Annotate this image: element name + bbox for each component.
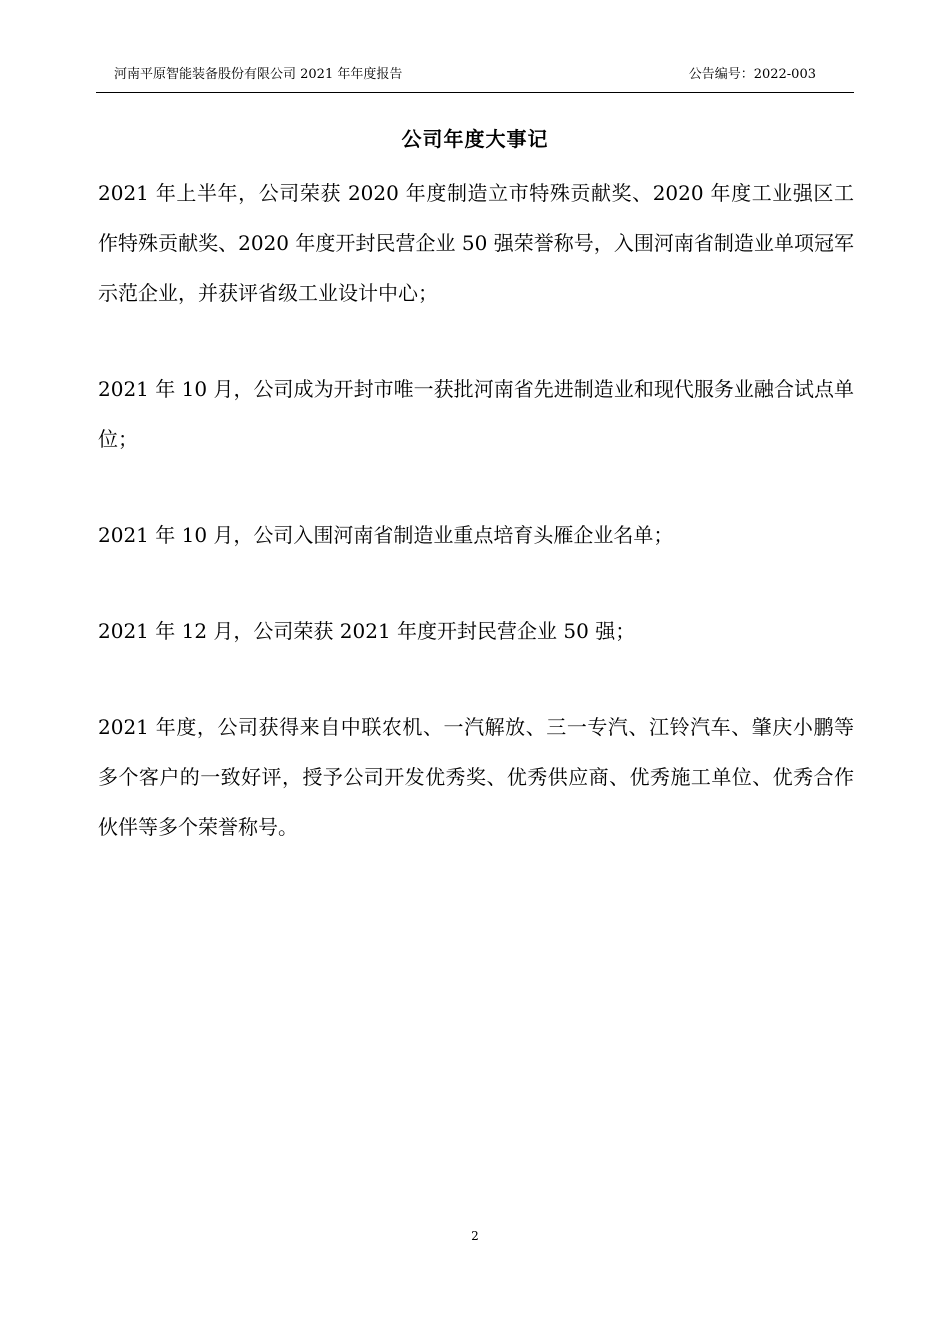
event-paragraph-2: 2021 年 10 月，公司成为开封市唯一获批河南省先进制造业和现代服务业融合试点单位； [98,377,854,451]
header-announcement-number: 公告编号：2022-003 [688,67,816,82]
events-list [98,168,854,852]
event-paragraph-4: 2021 年 12 月，公司荣获 2021 年度开封民营企业 50 强； [98,619,636,643]
page-header [96,64,854,93]
page-title: 公司年度大事记 [401,127,549,151]
event-paragraph-3: 2021 年 10 月，公司入围河南省制造业重点培育头雁企业名单； [98,523,674,547]
event-paragraph-1: 2021 年上半年，公司荣获 2020 年度制造立市特殊贡献奖、2020 年度工业强区工作特殊贡献奖、2020 年度开封民营企业 50 强荣誉称号，入围河南省制造业单项冠军示范企业，并获评省级工业设计中心； [98,181,854,305]
page-number: 2 [471,1229,479,1243]
header-report-title: 河南平原智能装备股份有限公司 2021 年年度报告 [114,67,403,82]
event-paragraph-5: 2021 年度，公司获得来自中联农机、一汽解放、三一专汽、江铃汽车、肇庆小鹏等多个客户的一致好评，授予公司开发优秀奖、优秀供应商、优秀施工单位、优秀合作伙伴等多个荣誉称号。 [98,715,854,839]
